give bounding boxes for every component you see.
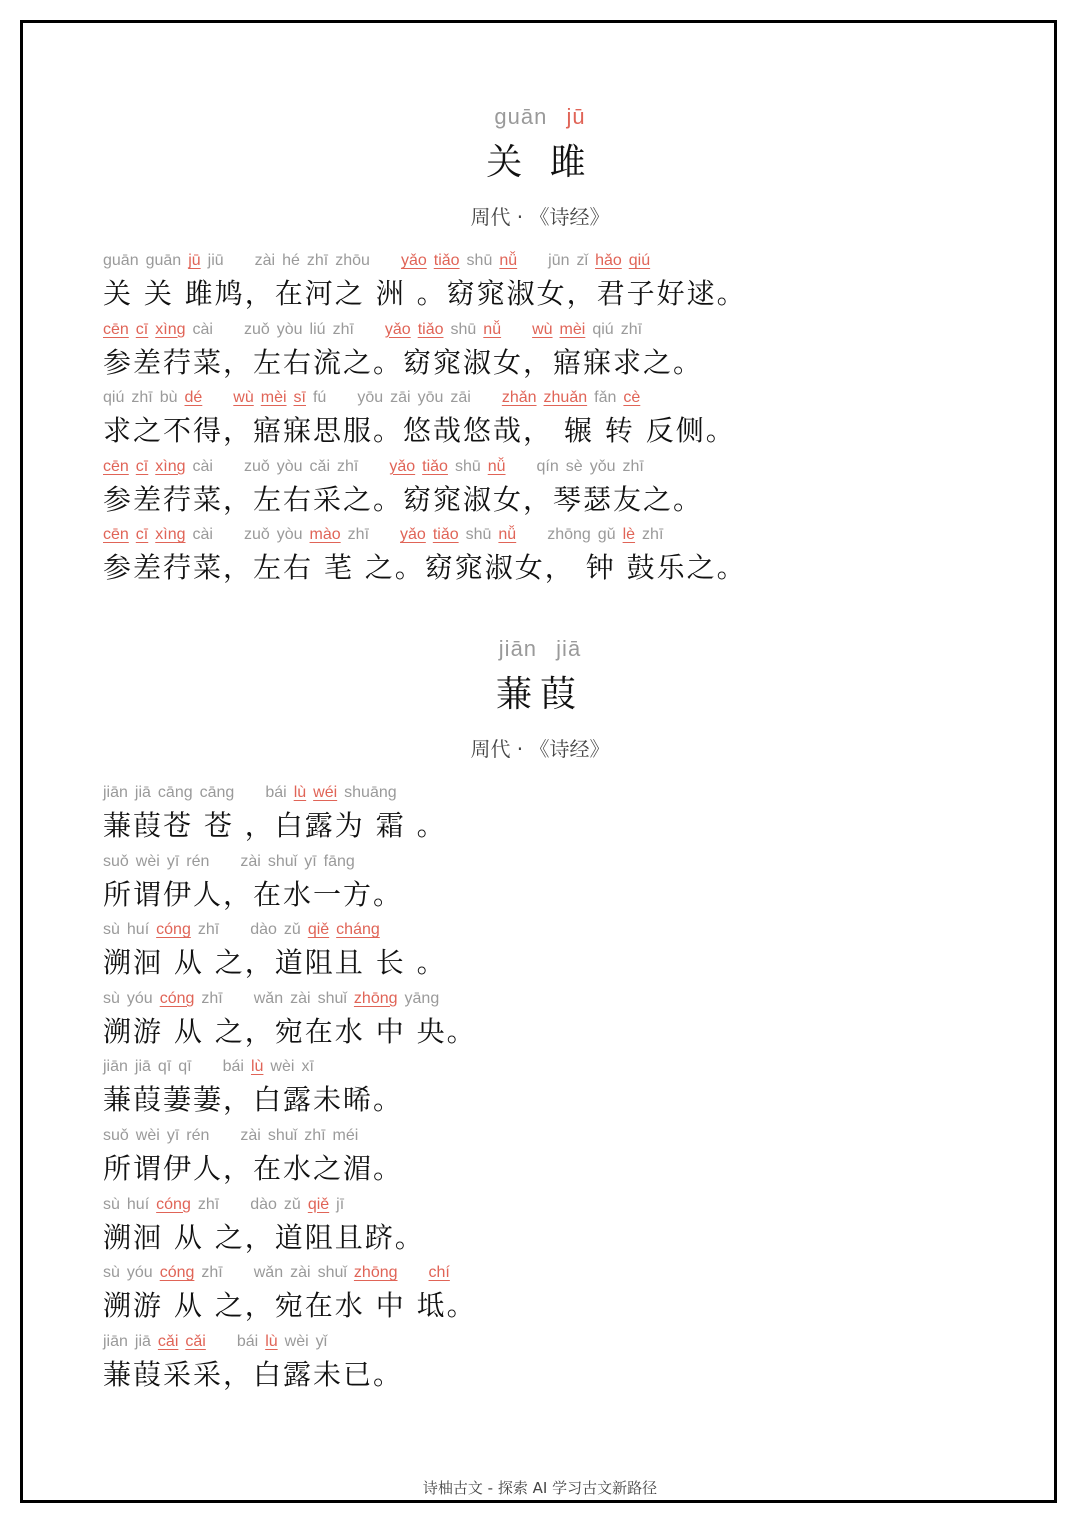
pinyin-syllable: qī [178, 1058, 192, 1076]
pinyin-syllable: lè [622, 526, 636, 544]
pinyin-row [103, 1329, 1080, 1355]
pinyin-syllable: rén [186, 1126, 210, 1144]
pinyin-syllable: xìng [155, 457, 186, 475]
pinyin-syllable: dé [184, 389, 203, 407]
pinyin-syllable: huí [126, 921, 150, 939]
poem-title: 蒹葭 [495, 674, 584, 715]
pinyin-syllable: zhī [197, 1195, 220, 1213]
pinyin-syllable: nǚ [498, 526, 517, 544]
verse-text: 参差荇菜，左右采之。窈窕淑女，琴瑟友之。 [103, 482, 704, 516]
pinyin-syllable: zuǒ [243, 526, 270, 544]
pinyin-syllable: qiú [103, 389, 125, 407]
pinyin-syllable: wèi [270, 1058, 295, 1076]
pinyin-syllable: yǒu [589, 457, 616, 475]
pinyin-syllable: bái [236, 1332, 259, 1350]
pinyin-syllable: zài [240, 852, 261, 870]
poem-line [103, 1192, 1080, 1261]
pinyin-syllable: zhōng [353, 989, 398, 1007]
pinyin-syllable: jī [336, 1195, 345, 1213]
poem-line [103, 780, 1080, 849]
pinyin-syllable: zhī [622, 457, 644, 475]
poem-line [103, 317, 1080, 386]
poem-dynasty-source: 周代 · 《诗经》 [470, 205, 610, 229]
poem-line [103, 1329, 1080, 1398]
pinyin-syllable: dào [250, 921, 277, 939]
pinyin-syllable: jiā [134, 1058, 151, 1076]
pinyin-syllable: hé [282, 252, 300, 269]
pinyin-syllable: tiǎo [422, 457, 448, 475]
pinyin-row [103, 248, 1080, 274]
pinyin-syllable: wù [233, 389, 254, 407]
pinyin-syllable: yǎo [384, 320, 411, 338]
pinyin-syllable: cī [135, 457, 149, 475]
pinyin-syllable: yòu [276, 457, 303, 475]
poem-dynasty-source: 周代 · 《诗经》 [470, 737, 610, 761]
verse-text: 蒹葭苍 苍 ，白露为 霜 。 [103, 809, 447, 842]
pinyin-syllable: zài [290, 1264, 311, 1282]
pinyin-syllable: shuǐ [317, 989, 347, 1007]
pinyin-syllable: tiǎo [432, 526, 459, 544]
pinyin-syllable: liú [309, 320, 326, 338]
pinyin-syllable: lù [250, 1058, 264, 1076]
pinyin-syllable: cài [192, 526, 213, 544]
poem-lines [103, 780, 1080, 1397]
title-pinyin-syllable: jiā [556, 636, 582, 661]
pinyin-syllable: qiú [592, 320, 614, 338]
pinyin-syllable: cāng [157, 784, 193, 801]
pinyin-syllable: zhī [332, 320, 354, 338]
pinyin-syllable: jiā [134, 1332, 151, 1350]
pinyin-syllable: jiā [134, 784, 151, 801]
pinyin-row [103, 917, 1080, 943]
pinyin-syllable: huí [126, 1195, 150, 1213]
pinyin-syllable: zhī [197, 921, 220, 939]
pinyin-row [103, 522, 1080, 548]
pinyin-row [103, 849, 1080, 875]
pinyin-syllable: mèi [260, 389, 287, 407]
pinyin-syllable: cǎi [157, 1332, 179, 1350]
title-pinyin-syllable: jiān [498, 636, 538, 661]
verse-text: 所谓伊人，在水之湄。 [103, 1151, 404, 1185]
pinyin-syllable: bái [222, 1058, 244, 1076]
pinyin-syllable: zài [254, 252, 276, 269]
pinyin-syllable: shū [465, 526, 492, 544]
verse-text: 溯洄 从 之，道阻且 长 。 [103, 946, 447, 980]
pinyin-syllable: yóu [126, 1264, 153, 1282]
pinyin-syllable: yōu [357, 389, 384, 407]
pinyin-syllable: cǎi [185, 1332, 206, 1350]
pinyin-syllable: shuāng [344, 784, 397, 801]
verse-text: 蒹葭萋萋，白露未晞。 [103, 1083, 404, 1117]
verse-text: 溯洄 从 之，道阻且跻。 [103, 1220, 425, 1254]
pinyin-syllable: zhī [201, 989, 223, 1007]
pinyin-syllable: wéi [313, 784, 338, 801]
pinyin-syllable: zhī [201, 1264, 223, 1282]
pinyin-syllable: bù [159, 389, 178, 407]
pinyin-syllable: wèi [284, 1332, 309, 1350]
poem-lines [103, 248, 1080, 591]
pinyin-syllable: cài [192, 320, 213, 338]
pinyin-syllable: mào [309, 526, 341, 544]
pinyin-syllable: nǚ [483, 320, 502, 338]
pinyin-syllable: cóng [159, 989, 195, 1007]
poem-line [103, 986, 1080, 1055]
pinyin-syllable: guān [145, 252, 182, 269]
pinyin-syllable: yòu [276, 526, 303, 544]
pinyin-syllable: qiú [628, 252, 651, 269]
pinyin-row [103, 780, 1080, 806]
pinyin-syllable: jiān [103, 1332, 128, 1350]
pinyin-syllable: cóng [159, 1264, 195, 1282]
pinyin-syllable: jūn [548, 252, 570, 269]
poem-line [103, 849, 1080, 918]
pinyin-syllable: cǎi [309, 457, 330, 475]
verse-text: 参差荇菜，左右流之。窈窕淑女，寤寐求之。 [103, 345, 704, 379]
pinyin-row [103, 317, 1080, 343]
pinyin-syllable: cài [192, 457, 213, 475]
poem-line [103, 385, 1080, 454]
pinyin-syllable: cī [135, 320, 149, 338]
pinyin-syllable: yī [304, 852, 317, 870]
verse-text: 所谓伊人，在水一方。 [103, 877, 404, 911]
pinyin-syllable: lù [293, 784, 307, 801]
title-pinyin-syllable: guān [494, 104, 548, 129]
pinyin-syllable: wǎn [253, 989, 284, 1007]
pinyin-syllable: qiě [307, 921, 330, 939]
pinyin-syllable: dào [250, 1195, 277, 1213]
pinyin-syllable: zài [240, 1126, 261, 1144]
pinyin-syllable: yāng [404, 989, 440, 1007]
pinyin-syllable: bái [265, 784, 287, 801]
pinyin-syllable: wèi [135, 852, 160, 870]
pinyin-syllable: qiě [307, 1195, 330, 1213]
pinyin-syllable: zhī [337, 457, 359, 475]
pinyin-syllable: zāi [390, 389, 411, 407]
pinyin-syllable: zhuǎn [543, 389, 588, 407]
pinyin-row [103, 986, 1080, 1012]
pinyin-syllable: wǎn [253, 1264, 284, 1282]
pinyin-syllable: cóng [156, 1195, 191, 1213]
pinyin-syllable: chí [428, 1264, 450, 1282]
pinyin-syllable: yǐ [315, 1332, 328, 1350]
pinyin-syllable: shū [454, 457, 481, 475]
pinyin-syllable: cēn [103, 320, 129, 338]
pinyin-syllable: xī [301, 1058, 314, 1076]
pinyin-row [103, 385, 1080, 411]
pinyin-syllable: sù [103, 1195, 120, 1213]
pinyin-syllable: zhōng [353, 1264, 398, 1282]
pinyin-row [103, 1123, 1080, 1149]
title-pinyin [0, 636, 1080, 662]
poem-line [103, 1054, 1080, 1123]
pinyin-syllable: zhī [304, 1126, 326, 1144]
verse-text: 关 关 雎鸠，在河之 洲 。窈窕淑女，君子好逑。 [103, 277, 747, 310]
poem-line [103, 454, 1080, 523]
pinyin-row [103, 1260, 1080, 1286]
pinyin-syllable: yǎo [400, 526, 426, 544]
pinyin-syllable: fāng [323, 852, 355, 870]
pinyin-syllable: nǚ [487, 457, 506, 475]
pinyin-syllable: cāng [199, 784, 235, 801]
poem-line [103, 917, 1080, 986]
pinyin-syllable: sī [293, 389, 306, 407]
pinyin-syllable: sù [103, 921, 120, 939]
pinyin-syllable: suǒ [103, 1126, 129, 1144]
pinyin-syllable: qī [157, 1058, 172, 1076]
pinyin-syllable: jiān [103, 784, 128, 801]
poem-line [103, 248, 1080, 317]
pinyin-syllable: sù [103, 989, 120, 1007]
pinyin-syllable: cī [135, 526, 149, 544]
pinyin-syllable: xìng [155, 320, 186, 338]
verse-text: 溯游 从 之，宛在水 中 央。 [103, 1014, 477, 1048]
pinyin-syllable: zuǒ [243, 320, 270, 338]
pinyin-syllable: sè [565, 457, 583, 475]
pinyin-row [103, 1054, 1080, 1080]
pinyin-syllable: qín [536, 457, 559, 475]
title-pinyin-syllable: jū [566, 104, 586, 129]
pinyin-syllable: zhōu [335, 252, 370, 269]
pinyin-syllable: yǎo [400, 252, 427, 269]
poem-line [103, 1260, 1080, 1329]
pinyin-syllable: zhǎn [501, 389, 537, 407]
poem-line [103, 522, 1080, 591]
poem-line [103, 1123, 1080, 1192]
pinyin-syllable: lù [265, 1332, 278, 1350]
pinyin-syllable: tiǎo [433, 252, 460, 269]
pinyin-syllable: cháng [336, 921, 380, 939]
pinyin-syllable: jiū [207, 252, 224, 269]
pinyin-syllable: zhōng [547, 526, 591, 544]
page-footer: 诗柚古文 - 探索 AI 学习古文新路径 [422, 1479, 658, 1497]
pinyin-syllable: zài [290, 989, 311, 1007]
pinyin-syllable: hǎo [595, 252, 622, 269]
pinyin-syllable: guān [103, 252, 139, 269]
pinyin-syllable: zhī [131, 389, 153, 407]
pinyin-syllable: yī [166, 852, 180, 870]
pinyin-syllable: jū [188, 252, 201, 269]
pinyin-syllable: rén [186, 852, 210, 870]
pinyin-syllable: zhī [642, 526, 664, 544]
pinyin-syllable: zǐ [576, 252, 589, 269]
pinyin-syllable: yòu [276, 320, 303, 338]
pinyin-syllable: yóu [126, 989, 153, 1007]
pinyin-syllable: wèi [135, 1126, 160, 1144]
pinyin-syllable: tiǎo [417, 320, 444, 338]
pinyin-syllable: méi [332, 1126, 359, 1144]
pinyin-syllable: shuǐ [317, 1264, 347, 1282]
verse-text: 溯游 从 之，宛在水 中 坻。 [103, 1289, 477, 1323]
verse-text: 求之不得，寤寐思服。悠哉悠哉， 辗 转 反侧。 [103, 414, 736, 448]
poem-title: 关 雎 [486, 142, 594, 183]
pinyin-syllable: xìng [155, 526, 186, 544]
pinyin-syllable: sù [103, 1264, 120, 1282]
pinyin-syllable: zāi [450, 389, 471, 407]
pinyin-syllable: cēn [103, 526, 129, 544]
pinyin-syllable: zhī [347, 526, 370, 544]
pinyin-syllable: zǔ [283, 1195, 301, 1213]
pinyin-syllable: fǎn [594, 389, 617, 407]
pinyin-syllable: yǎo [389, 457, 416, 475]
pinyin-syllable: fú [312, 389, 327, 407]
pinyin-syllable: yī [166, 1126, 180, 1144]
pinyin-syllable: zhī [306, 252, 329, 269]
pinyin-syllable: shū [466, 252, 493, 269]
pinyin-syllable: shū [450, 320, 477, 338]
pinyin-row [103, 454, 1080, 480]
pinyin-syllable: jiān [103, 1058, 128, 1076]
pinyin-syllable: zuǒ [243, 457, 270, 475]
pinyin-syllable: nǚ [499, 252, 518, 269]
pinyin-syllable: cè [623, 389, 641, 407]
pinyin-syllable: mèi [559, 320, 586, 338]
pinyin-syllable: gǔ [597, 526, 616, 544]
pinyin-syllable: cēn [103, 457, 129, 475]
pinyin-syllable: wù [532, 320, 553, 338]
poem-jianjia [0, 636, 1080, 1397]
pinyin-syllable: zǔ [283, 921, 301, 939]
pinyin-syllable: zhī [620, 320, 643, 338]
verse-text: 蒹葭采采，白露未已。 [103, 1357, 404, 1391]
pinyin-row [103, 1192, 1080, 1218]
pinyin-syllable: yōu [417, 389, 444, 407]
title-pinyin [0, 104, 1080, 130]
poem-guanju [0, 104, 1080, 591]
verse-text: 参差荇菜，左右 芼 之。窈窕淑女， 钟 鼓乐之。 [103, 551, 747, 585]
pinyin-syllable: cóng [156, 921, 191, 939]
pinyin-syllable: suǒ [103, 852, 129, 870]
pinyin-syllable: shuǐ [267, 1126, 298, 1144]
pinyin-syllable: shuǐ [267, 852, 298, 870]
